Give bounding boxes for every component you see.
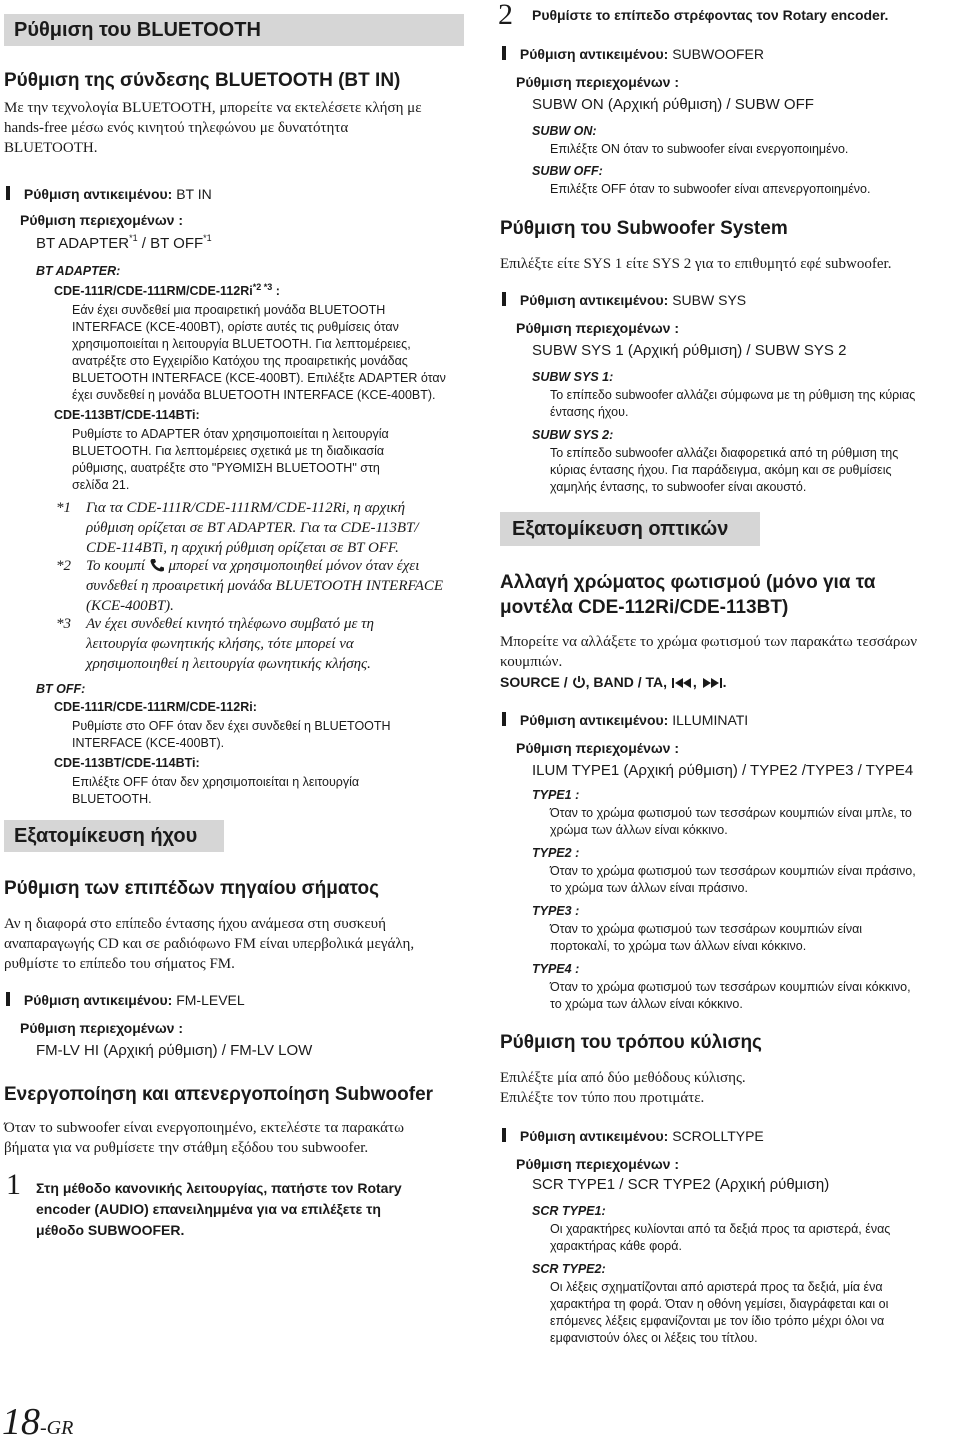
- subw-item-line: [502, 46, 764, 62]
- type-text: [550, 979, 911, 1013]
- bt-heading: Ρύθμιση της σύνδεσης BLUETOOTH (BT IN): [4, 70, 401, 91]
- text-line: κουμπιών.: [500, 654, 563, 670]
- models-text: CDE-111R/CDE-111RM/CDE-112Ri: [54, 284, 253, 298]
- footnote-mark: *2: [56, 558, 71, 574]
- text-line: CDE-114BTi, η αρχική ρύθμιση ορίζεται σε BT OFF.: [86, 540, 399, 556]
- item-label: Ρύθμιση αντικειμένου:: [519, 292, 669, 308]
- item-label: Ρύθμιση αντικειμένου:: [23, 992, 173, 1008]
- bt-content-label: Ρύθμιση περιεχομένων :: [20, 212, 184, 228]
- text-line: Επιλέξτε τον τύπο που προτιμάτε.: [500, 1090, 705, 1106]
- text-line: χρώμα των άλλων είναι κόκκινο.: [550, 823, 728, 837]
- subw-content-value: SUBW ON (Αρχική ρύθμιση) / SUBW OFF: [532, 96, 814, 113]
- type-text: [550, 863, 916, 897]
- text-line: ρυθμίστε το επίπεδο του σήματος FM.: [4, 956, 235, 972]
- text-line: Όταν το χρώμα φωτισμού των τεσσάρων κουμπιών είναι πράσινο,: [550, 864, 916, 878]
- step-2-number: 2: [498, 0, 513, 31]
- text-line: Ρυθμίστε στο OFF όταν δεν έχει συνδεθεί η BLUETOOTH: [72, 719, 391, 733]
- text-line: Με την τεχνολογία BLUETOOTH, μπορείτε να εκτελέσετε κλήση με: [4, 100, 422, 116]
- text-line: Το επίπεδο subwoofer αλλάζει διαφορετικά από τη ρύθμιση της: [550, 446, 899, 460]
- note-prefix: Το κουμπί: [86, 558, 146, 574]
- source-label: SOURCE /: [500, 674, 568, 690]
- scr-type2-label: SCR TYPE2:: [532, 1262, 606, 1276]
- source-level-text: [4, 914, 414, 974]
- text-line: Όταν το χρώμα φωτισμού των τεσσάρων κουμπιών είναι κόκκινο,: [550, 980, 911, 994]
- item-value: BT IN: [176, 186, 212, 202]
- text-line: σελίδα 21.: [72, 478, 130, 492]
- text-line: Όταν το χρώμα φωτισμού των τεσσάρων κουμπιών είναι: [550, 922, 863, 936]
- footnote-mark: *1: [56, 500, 71, 516]
- type-label: TYPE1 :: [532, 788, 580, 802]
- text-line: έντασης ήχου.: [550, 405, 629, 419]
- text-line: (KCE-400BT).: [86, 598, 174, 614]
- text-line: Επιλέξτε μία από δύο μεθόδους κύλισης.: [500, 1070, 746, 1086]
- type-label: TYPE2 :: [532, 846, 580, 860]
- item-label: Ρύθμιση αντικειμένου:: [519, 1128, 669, 1144]
- text-line: χρησιμοποιείται η λειτουργία BLUETOOTH. Για λεπτομέρειες,: [72, 337, 411, 351]
- text-line: λειτουργία φωνητικής κλήσης, τότε μπορεί να: [86, 636, 354, 652]
- illum-heading: [500, 570, 875, 620]
- step-2-text: Ρυθμίστε το επίπεδο στρέφοντας τον Rotary encoder.: [532, 7, 889, 23]
- sys-2-text: [550, 445, 898, 496]
- footnote-ref: *1: [203, 233, 212, 243]
- footnote-2: [86, 556, 443, 616]
- footnote-1: [86, 498, 419, 558]
- text-line: έχει συνδεθεί η μονάδα BLUETOOTH INTERFACE (KCE-400BT).: [72, 388, 436, 402]
- bluetooth-banner: [4, 14, 464, 46]
- item-value: SCROLLTYPE: [672, 1128, 764, 1144]
- separator: ,: [692, 674, 697, 690]
- next-track-icon: [701, 677, 723, 689]
- separator: .: [722, 674, 727, 690]
- band-label: , BAND / TA,: [585, 674, 667, 690]
- scroll-item-line: [502, 1128, 764, 1144]
- text-line: μπορεί να χρησιμοποιηθεί μόνον όταν έχει: [168, 558, 420, 574]
- text-line: βήματα για να ρυθμίσετε την στάθμη εξόδου του subwoofer.: [4, 1140, 369, 1156]
- bt-intro: [4, 98, 422, 158]
- text-line: συνδεθεί η προαιρετική μονάδα BLUETOOTH INTERFACE: [86, 578, 444, 594]
- illum-content-value: ILUM TYPE1 (Αρχική ρύθμιση) / TYPE2 /TYPE3 / TYPE4: [532, 762, 914, 779]
- text-line: χρησιμοποιηθεί η λειτουργία φωνητικής κλήσης.: [86, 656, 371, 672]
- text-line: επόμενες λέξεις εμφανίζονται με τον ίδιο τρόπο μέχρι όλοι να: [550, 1314, 885, 1328]
- step-1-number: 1: [6, 1168, 21, 1201]
- text-line: Αλλαγή χρώματος φωτισμού (μόνο για τα: [500, 572, 876, 593]
- illum-buttons: [500, 674, 727, 690]
- page-suffix: -GR: [40, 1417, 74, 1439]
- subw-off-label: SUBW OFF:: [532, 164, 603, 178]
- text-line: Οι λέξεις σχηματίζονται από αριστερά προς τα δεξιά, μία ένα: [550, 1280, 883, 1294]
- illum-text: [500, 632, 917, 672]
- text-line: ρύθμιση ορίζεται σε BT ADAPTER. Για τα CDE-113BT/: [86, 520, 419, 536]
- text-line: BLUETOOTH INTERFACE (KCE-400BT). Επιλέξτε ADAPTER όταν: [72, 371, 446, 385]
- illum-item-line: [502, 712, 748, 728]
- text-line: πορτοκαλί, το χρώμα των άλλων είναι κόκκινο.: [550, 939, 807, 953]
- footnote-3: [86, 614, 374, 674]
- footnote-ref: *2 *3: [252, 282, 273, 292]
- text-line: Το επίπεδο subwoofer αλλάζει σύμφωνα με τη ρύθμιση της κύριας: [550, 388, 916, 402]
- scroll-content-label: Ρύθμιση περιεχομένων :: [516, 1156, 680, 1172]
- power-icon: [572, 675, 586, 689]
- content-option-b: / BT OFF: [137, 235, 204, 252]
- sys-item-line: [502, 292, 746, 308]
- scr-type2-text: [550, 1279, 888, 1347]
- text-line: Όταν το subwoofer είναι ενεργοποιημένο, εκτελέστε τα παρακάτω: [4, 1120, 404, 1136]
- subw-on-text: Επιλέξτε ON όταν το subwoofer είναι ενεργοποιημένο.: [550, 142, 849, 156]
- sys-text: Επιλέξτε είτε SYS 1 είτε SYS 2 για το επιθυμητό εφέ subwoofer.: [500, 256, 892, 272]
- bt-off-models-a: CDE-111R/CDE-111RM/CDE-112Ri:: [54, 700, 257, 714]
- sound-banner: [4, 820, 224, 852]
- subw-off-text: Επιλέξτε OFF όταν το subwoofer είναι απενεργοποιημένο.: [550, 182, 871, 196]
- scr-type1-label: SCR TYPE1:: [532, 1204, 606, 1218]
- sys-content-value: SUBW SYS 1 (Αρχική ρύθμιση) / SUBW SYS 2: [532, 342, 847, 359]
- subwoofer-heading: Ενεργοποίηση και απενεργοποίηση Subwoofer: [4, 1084, 434, 1105]
- text-line: Όταν το χρώμα φωτισμού των τεσσάρων κουμπιών είναι μπλε, το: [550, 806, 912, 820]
- step-1-text: [36, 1178, 402, 1241]
- item-label: Ρύθμιση αντικειμένου:: [519, 712, 669, 728]
- bt-off-models-b-text: [72, 774, 359, 808]
- text-line: INTERFACE (KCE-400BT), ορίστε αυτές τις ρυθμίσεις όταν: [72, 320, 399, 334]
- page-number: [2, 1400, 73, 1444]
- scr-type1-text: [550, 1221, 890, 1255]
- text-line: ανατρέξτε στο Εγχειρίδιο Κατόχου της προαιρετικής μονάδας: [72, 354, 408, 368]
- text-line: Οι χαρακτήρες κυλίονται από τα δεξιά προς τα αριστερά, ένας: [550, 1222, 891, 1236]
- sound-banner-title: Εξατομίκευση ήχου: [14, 824, 198, 847]
- bt-off-models-a-text: [72, 718, 391, 752]
- sys-heading: Ρύθμιση του Subwoofer System: [500, 218, 788, 239]
- content-option-a: BT ADAPTER: [36, 235, 130, 252]
- text-line: BLUETOOTH.: [72, 792, 152, 806]
- sys-content-label: Ρύθμιση περιεχομένων :: [516, 320, 680, 336]
- text-line: encoder (AUDIO) επανειλημμένα για να επιλέξετε τη: [36, 1201, 381, 1217]
- fm-content-label: Ρύθμιση περιεχομένων :: [20, 1020, 184, 1036]
- previous-track-icon: [671, 677, 693, 689]
- bt-off-label: BT OFF:: [36, 682, 86, 696]
- sys-1-label: SUBW SYS 1:: [532, 370, 614, 384]
- text-line: χαρακτήρα τη φορά. Όταν η οθόνη γεμίσει, διαγράφεται και οι: [550, 1297, 889, 1311]
- bt-item-line: [6, 186, 212, 202]
- item-label: Ρύθμιση αντικειμένου:: [519, 46, 669, 62]
- footnote-mark: *3: [56, 616, 71, 632]
- fm-content-value: FM-LV HI (Αρχική ρύθμιση) / FM-LV LOW: [36, 1042, 313, 1059]
- item-value: FM-LEVEL: [176, 992, 245, 1008]
- page-number-value: 18: [2, 1401, 40, 1443]
- text-line: Εάν έχει συνδεθεί μια προαιρετική μονάδα BLUETOOTH: [72, 303, 386, 317]
- text-line: BLUETOOTH. Για λεπτομέρειες σχετικά με τη διαδικασία: [72, 444, 385, 458]
- text-line: το χρώμα των άλλων είναι πράσινο.: [550, 881, 748, 895]
- text-line: BLUETOOTH.: [4, 140, 98, 156]
- text-line: ρύθμισης, αυατρέξτε στο "ΡΥΘΜΙΣΗ BLUETOOTH" στη: [72, 461, 380, 475]
- bt-off-models-b: CDE-113BT/CDE-114BTi:: [54, 756, 200, 770]
- bt-models-a: CDE-$111R/CDE-111RM/CDE-112Ri^{*2 *3}$ :: [54, 282, 280, 298]
- type-label: TYPE4 :: [532, 962, 580, 976]
- item-value: SUBWOOFER: [672, 46, 764, 62]
- subwoofer-text: [4, 1118, 404, 1158]
- subw-on-label: SUBW ON:: [532, 124, 597, 138]
- bt-models-b-text: [72, 426, 389, 494]
- type-label: TYPE3 :: [532, 904, 580, 918]
- text-line: Επιλέξτε OFF όταν δεν χρησιμοποιείται η λειτουργία: [72, 775, 360, 789]
- text-line: χαμηλής έντασης, το subwoofer είναι ακουστό.: [550, 480, 807, 494]
- type-text: [550, 921, 862, 955]
- bt-models-a-text: [72, 302, 446, 404]
- text-line: αναπαραγωγής CD και σε ραδιόφωνο FM είναι υπερβολικά μεγάλη,: [4, 936, 415, 952]
- text-line: μέθοδο SUBWOOFER.: [36, 1222, 185, 1238]
- fm-item-line: [6, 992, 245, 1008]
- bt-content-value: [36, 235, 212, 252]
- text-line: hands-free μέσω ενός κινητού τηλεφώνου με δυνατότητα: [4, 120, 349, 136]
- source-level-heading: Ρύθμιση των επιπέδων πηγαίου σήματος: [4, 878, 379, 899]
- text-line: εμφανιστούν όλες οι λέξεις του τίτλου.: [550, 1331, 758, 1345]
- subw-content-label: Ρύθμιση περιεχομένων :: [516, 74, 680, 90]
- text-line: Για τα CDE-111R/CDE-111RM/CDE-112Ri, η αρχική: [86, 500, 406, 516]
- sys-2-label: SUBW SYS 2:: [532, 428, 614, 442]
- visual-banner: [500, 512, 760, 546]
- item-value: SUBW SYS: [672, 292, 747, 308]
- text-line: Μπορείτε να αλλάξετε το χρώμα φωτισμού των παρακάτω τεσσάρων: [500, 634, 918, 650]
- sys-1-text: [550, 387, 915, 421]
- text-line: μοντέλα CDE-112Ri/CDE-113BT): [500, 597, 789, 618]
- item-label: Ρύθμιση αντικειμένου:: [23, 186, 173, 202]
- text-line: χαρακτήρας κάθε φορά.: [550, 1239, 682, 1253]
- bt-adapter-label: BT ADAPTER:: [36, 264, 121, 278]
- text-line: το χρώμα των άλλων είναι κόκκινο.: [550, 997, 743, 1011]
- text-line: Ρυθμίστε το ADAPTER όταν χρησιμοποιείται η λειτουργία: [72, 427, 389, 441]
- scroll-heading: Ρύθμιση του τρόπου κύλισης: [500, 1032, 762, 1053]
- phone-icon: [149, 558, 165, 572]
- illum-content-label: Ρύθμιση περιεχομένων :: [516, 740, 680, 756]
- type-text: [550, 805, 912, 839]
- item-value: ILLUMINATI: [672, 712, 749, 728]
- footnote-ref: *1: [129, 233, 138, 243]
- scroll-text: [500, 1068, 746, 1108]
- bt-models-b: CDE-113BT/CDE-114BTi:: [54, 408, 200, 422]
- bluetooth-banner-title: Ρύθμιση του BLUETOOTH: [14, 18, 261, 41]
- text-line: Στη μέθοδο κανονικής λειτουργίας, πατήστε τον Rotary: [36, 1180, 402, 1196]
- text-line: Αν έχει συνδεθεί κινητό τηλέφωνο συμβατό με τη: [86, 616, 374, 632]
- text-line: INTERFACE (KCE-400BT).: [72, 736, 225, 750]
- text-line: κύριας έντασης ήχου. Για παράδειγμα, ακόμη και σε ρυθμίσεις: [550, 463, 892, 477]
- text-line: Αν η διαφορά στο επίπεδο έντασης ήχου ανάμεσα στη συσκευή: [4, 916, 386, 932]
- scroll-content-value: SCR TYPE1 / SCR TYPE2 (Αρχική ρύθμιση): [532, 1176, 830, 1193]
- visual-banner-title: Εξατομίκευση οπτικών: [512, 517, 729, 540]
